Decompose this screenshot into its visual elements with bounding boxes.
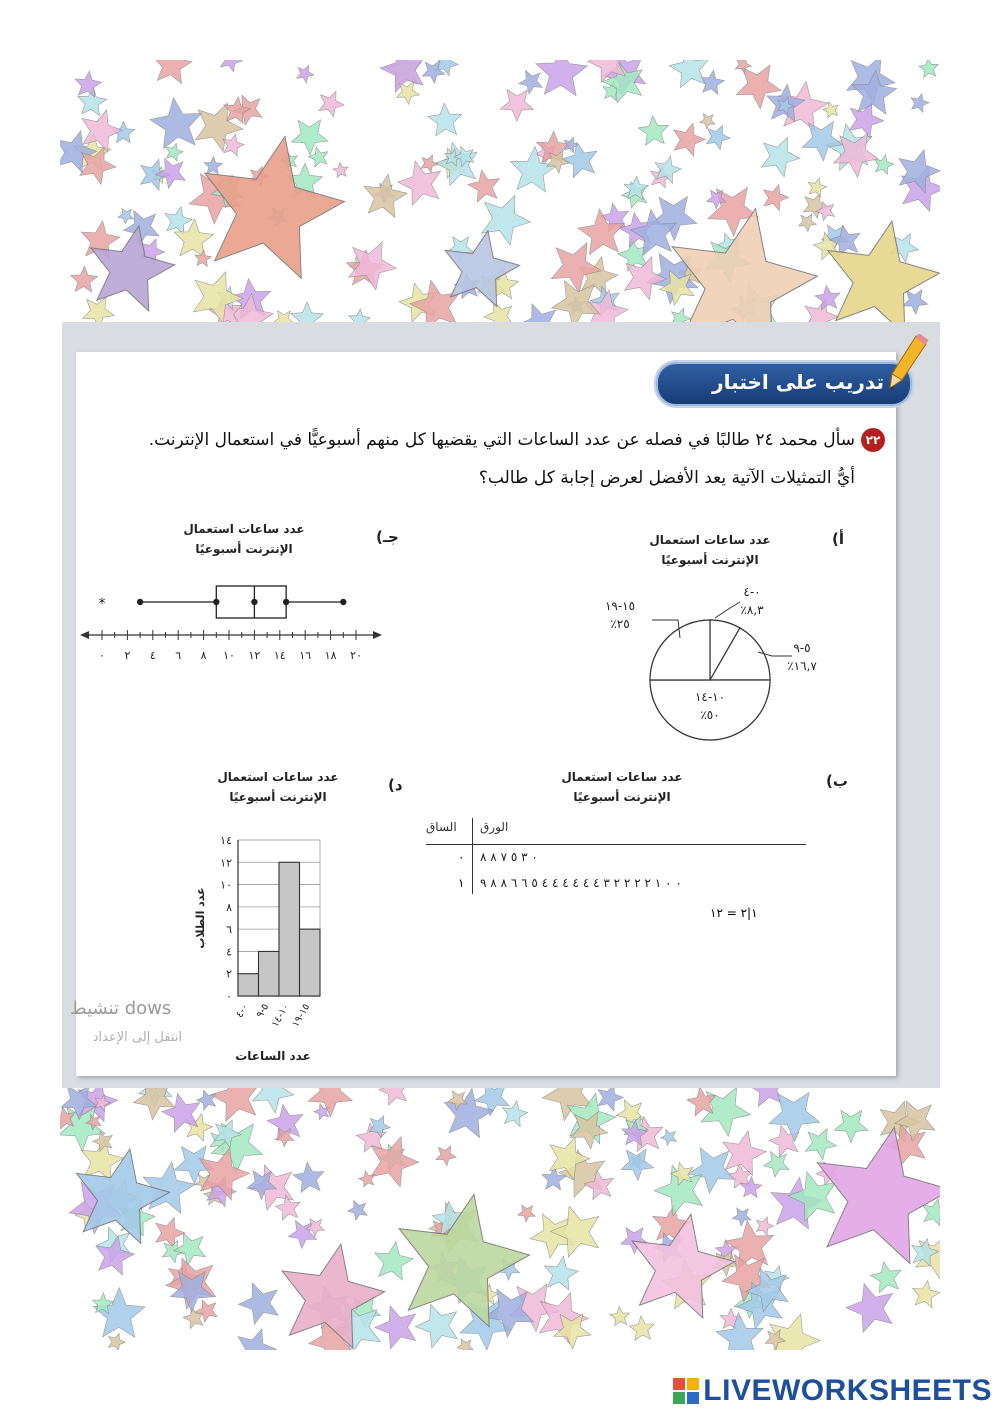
hist-xtick-2: ١٠-١٤	[269, 1002, 292, 1030]
chart-c-title-line1: عدد ساعات استعمال	[183, 522, 305, 536]
star-shape	[150, 98, 202, 149]
chart-d-title-line2: الإنترنت أسبوعيًا	[229, 790, 327, 804]
star-shape	[166, 143, 183, 161]
logo-grid-icon	[673, 1378, 699, 1404]
chart-b-title	[532, 770, 712, 804]
star-shape	[802, 121, 843, 160]
star-shape	[421, 155, 438, 173]
chart-c-title-line2: الإنترنت أسبوعيًا	[195, 542, 293, 556]
footer-brand: LIVEWORKSHEETS	[703, 1374, 992, 1407]
star-shape	[701, 1088, 751, 1136]
watermark-activate: تنشيط dows	[70, 998, 172, 1019]
box-point-q3	[283, 599, 289, 605]
star-shape	[913, 1281, 940, 1308]
star-shape	[911, 94, 929, 113]
watermark-settings: انتقل إلى الإعداد	[92, 1030, 182, 1045]
star-shape	[83, 297, 115, 325]
star-shape	[638, 116, 668, 146]
pie-leader-line-0	[715, 602, 740, 618]
star-field	[60, 1088, 940, 1350]
star-shape	[815, 285, 840, 310]
box-point-max	[340, 599, 346, 605]
star-shape	[669, 60, 708, 88]
box-tick-label-0: ٠	[99, 649, 105, 662]
star-shape	[93, 1288, 145, 1338]
star-shape	[348, 1201, 367, 1221]
star-shape	[661, 1129, 677, 1145]
star-shape	[536, 60, 588, 96]
hist-ytick-2: ٤	[226, 945, 232, 959]
hist-xtick-3: ١٥-١٩	[290, 1002, 313, 1030]
liveworksheets-logo	[673, 1374, 992, 1408]
star-shape	[319, 91, 344, 117]
star-shape	[763, 1152, 789, 1178]
box-tick-label-9: ١٨	[324, 649, 337, 662]
star-shape	[238, 1329, 277, 1350]
hist-ylabel: عدد الطلاب	[194, 887, 207, 949]
hist-xtick-1: ٥-٩	[254, 1002, 272, 1020]
box-tick-label-2: ٤	[149, 649, 156, 662]
chart-d-title-line1: عدد ساعات استعمال	[217, 770, 339, 784]
box-point-q1	[213, 599, 219, 605]
chart-a-title	[620, 533, 800, 567]
box-point-min	[137, 599, 143, 605]
star-shape	[834, 1110, 868, 1142]
star-shape	[723, 1131, 767, 1176]
star-shape	[805, 1129, 836, 1160]
stem-leaf-key: ١|٢ = ١٢	[710, 906, 758, 920]
pencil-icon	[886, 334, 930, 394]
star-shape	[415, 1304, 457, 1348]
star-shape	[688, 1148, 734, 1194]
hist-xlabel: عدد الساعات	[235, 1049, 311, 1063]
chart-d-title	[188, 770, 368, 804]
histogram	[190, 828, 340, 1068]
option-a-label[interactable]: أ)	[832, 530, 844, 548]
star-shape	[71, 266, 98, 292]
star-shape	[275, 1195, 300, 1220]
star-shape	[238, 1283, 278, 1324]
hist-ytick-1: ٢	[226, 967, 232, 981]
star-shape	[153, 60, 192, 84]
star-shape	[397, 82, 420, 105]
hist-bar-3	[300, 929, 321, 996]
option-c-label[interactable]: جـ)	[376, 528, 399, 546]
pie-label-percent-1: ٪١٦,٧	[787, 659, 817, 673]
star-shape	[197, 1090, 216, 1110]
star-shape	[874, 155, 893, 175]
box-plot	[80, 580, 385, 675]
box-tick-label-5: ١٠	[223, 649, 235, 662]
hist-ytick-5: ١٠	[220, 878, 232, 892]
question-text-line2: أيُّ التمثيلات الآتية يعد الأفضل لعرض إجابة كل طالب؟	[478, 468, 855, 488]
stem-leaf-divider	[472, 818, 473, 894]
star-shape	[706, 125, 730, 150]
large-star-shape	[672, 209, 817, 325]
star-shape	[210, 1088, 259, 1121]
box-outlier: *	[98, 596, 106, 612]
star-shape	[436, 1146, 456, 1166]
leaf-row-0: ٠ ٣ ٥ ٧ ٨ ٨	[480, 850, 538, 864]
box-tick-label-7: ١٤	[273, 649, 286, 662]
star-shape	[118, 208, 134, 223]
hist-bar-0	[238, 974, 259, 996]
number-line-arrow-right	[373, 631, 382, 639]
stem-row-1: ١	[458, 876, 465, 890]
pie-label-range-1: ٥-٩	[793, 641, 811, 655]
pie-label-percent-2: ٪٥٠	[700, 708, 720, 722]
star-shape	[293, 1162, 324, 1193]
star-shape	[364, 174, 407, 217]
star-shape	[375, 1306, 416, 1349]
star-shape	[550, 1206, 599, 1257]
leaf-header: الورق	[480, 820, 509, 834]
hist-xtick-0: ٠-٤	[234, 1002, 251, 1020]
question-text-line1: سأل محمد ٢٤ طالبًا في فصله عن عدد الساعات التي يقضيها كل منهم أسبوعيًّا في استعمال الإنترنت.	[148, 430, 855, 450]
star-shape	[598, 1088, 624, 1111]
star-shape	[610, 1307, 630, 1326]
banner-title: تدريب على اختبار	[712, 370, 884, 394]
pie-chart	[580, 580, 840, 750]
star-shape	[428, 103, 462, 136]
star-shape	[500, 90, 533, 122]
star-shape	[96, 1236, 134, 1275]
star-shape	[174, 1233, 206, 1265]
option-b-label[interactable]: ب)	[826, 772, 848, 790]
star-pattern-bottom	[60, 1088, 940, 1350]
stem-header: الساق	[426, 820, 457, 834]
star-shape	[379, 1088, 408, 1105]
star-shape	[375, 1242, 414, 1280]
chart-b-title-line1: عدد ساعات استعمال	[561, 770, 683, 784]
option-d-label[interactable]: د)	[388, 776, 403, 794]
hist-ytick-0: ٠	[226, 990, 232, 1003]
hist-ytick-3: ٦	[226, 923, 232, 937]
box-tick-label-4: ٨	[200, 649, 207, 662]
star-shape	[799, 214, 817, 231]
star-shape	[156, 159, 186, 189]
question-number-badge: ٢٢	[861, 428, 885, 452]
chart-b-title-line2: الإنترنت أسبوعيًا	[573, 790, 671, 804]
box-tick-label-10: ٢٠	[350, 649, 362, 662]
star-shape	[297, 65, 314, 82]
stem-row-0: ٠	[458, 850, 465, 864]
chart-a-title-line2: الإنترنت أسبوعيًا	[661, 553, 759, 567]
star-shape	[764, 184, 789, 210]
test-practice-banner	[656, 362, 912, 406]
hist-ytick-4: ٨	[226, 900, 232, 914]
pie-label-range-0: ٠-٤	[743, 585, 761, 599]
star-shape	[870, 1262, 901, 1293]
star-shape	[545, 1256, 579, 1290]
hist-ytick-7: ١٤	[220, 834, 232, 847]
box-point-median	[251, 599, 257, 605]
hist-bar-2	[279, 862, 300, 996]
star-shape	[156, 1218, 186, 1249]
star-shape	[333, 163, 348, 178]
number-line-arrow-left	[80, 631, 89, 639]
pie-label-range-2: ١٠-١٤	[694, 690, 726, 704]
star-shape	[519, 71, 543, 95]
star-shape	[75, 71, 102, 97]
star-shape	[808, 178, 826, 197]
pie-label-percent-3: ٪٢٥	[610, 617, 630, 631]
star-field	[60, 60, 940, 325]
star-shape	[674, 123, 706, 156]
star-shape	[903, 290, 928, 315]
star-shape	[359, 1171, 375, 1188]
star-shape	[252, 1088, 293, 1113]
chart-c-title	[154, 522, 334, 556]
star-shape	[108, 1333, 125, 1350]
star-shape	[700, 114, 715, 129]
pie-label-percent-0: ٪٨,٣	[740, 603, 764, 617]
box-tick-label-1: ٢	[124, 649, 131, 662]
hist-ytick-6: ١٢	[220, 856, 232, 870]
hist-bar-1	[259, 951, 280, 996]
star-shape	[621, 1149, 654, 1181]
star-shape	[756, 1217, 773, 1235]
star-shape	[165, 207, 192, 235]
star-shape	[518, 1205, 536, 1222]
pie-label-range-3: ١٥-١٩	[604, 599, 636, 613]
star-shape	[846, 1284, 893, 1333]
star-shape	[398, 161, 441, 205]
stem-leaf-plot	[420, 812, 812, 932]
star-shape	[762, 137, 801, 177]
box-tick-label-8: ١٦	[299, 649, 312, 662]
leaf-row-1: ٠ ٠ ١ ٢ ٢ ٢ ٢ ٣ ٤ ٤ ٤ ٤ ٤ ٤ ٥ ٦ ٦ ٨ ٨ ٩	[480, 876, 682, 890]
star-shape	[204, 156, 223, 174]
star-pattern-top	[60, 60, 940, 325]
star-shape	[221, 60, 243, 72]
box-tick-label-6: ١٢	[248, 649, 261, 662]
star-shape	[919, 60, 939, 77]
pie-slice-3	[650, 620, 710, 680]
star-shape	[223, 134, 245, 156]
star-shape	[292, 120, 329, 155]
star-shape	[457, 1339, 473, 1350]
star-shape	[308, 1088, 352, 1117]
box-tick-label-3: ٦	[175, 649, 182, 662]
star-shape	[629, 1316, 654, 1341]
stem-leaf-header-rule	[426, 844, 806, 845]
chart-a-title-line1: عدد ساعات استعمال	[649, 533, 771, 547]
